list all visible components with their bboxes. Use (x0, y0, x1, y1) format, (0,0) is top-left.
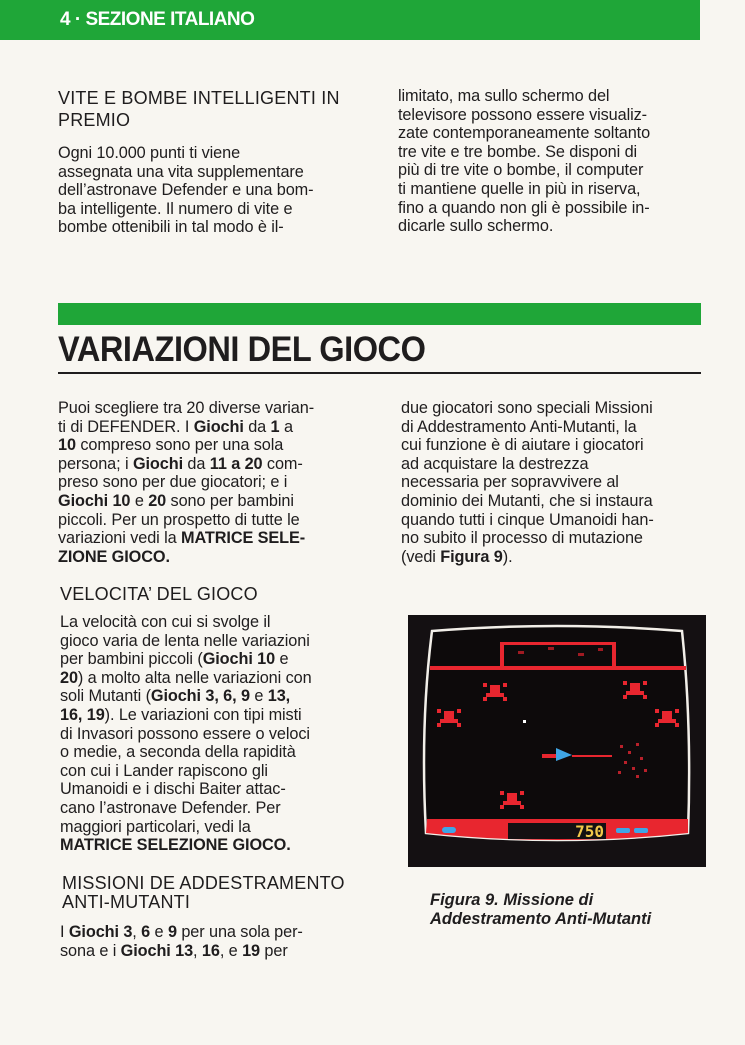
page-title: VARIAZIONI DEL GIOCO (58, 330, 426, 369)
crt-screen-outline (424, 626, 689, 840)
speed-text: La velocità con cui si svolge il gioco varia de lenta nelle variazioni per bambini piccoli (Giochi 10 e 20) a molto alta nelle variazioni con soli Mutanti (Giochi 3, 6, 9 e 13, 16, 19). Le variazioni con tipi misti di Invasori possono essere o veloci o medie, a seconda della rapidità con cui i Lander rapiscono gli Umanoidi e i dischi Baiter attac- cano l’astronave Defender. Per maggiori particolari, vedi la MATRICE SELEZIONE GIOCO. (60, 613, 312, 855)
humanoid-dot (523, 720, 526, 723)
training-heading: MISSIONI DE ADDESTRAMENTO ANTI-MUTANTI (62, 873, 345, 912)
bonus-text-left: Ogni 10.000 punti ti viene assegnata una vita supplementare dell’astronave Defender e una bom- ba intelligente. Il numero di vite e bombe ottenibili in tal modo è il- (58, 144, 314, 237)
intro-text-left: Puoi scegliere tra 20 diverse varian- ti di DEFENDER. I Giochi da 1 a 10 compreso sono per una sola persona; i Giochi da 11 a 20 com- preso sono per due giocatori; e i Giochi 10 e 20 sono per bambini piccoli. Per un prospetto di tutte le variazioni vedi la MATRICE SELE- ZIONE GIOCO. (58, 399, 315, 566)
training-text: I Giochi 3, 6 e 9 per una sola per- sona e i Giochi 13, 16, e 19 per (60, 923, 303, 960)
lives-icons (442, 827, 456, 833)
scanner-top-line (500, 642, 616, 645)
scanner-bottom-line (430, 666, 686, 670)
bonus-heading: VITE E BOMBE INTELLIGENTI IN PREMIO (58, 88, 340, 130)
speed-heading: VELOCITA’ DEL GIOCO (60, 584, 258, 604)
section-header-title: 4 · SEZIONE ITALIANO (60, 9, 255, 30)
score-value: 750 (575, 822, 604, 841)
game-screen-svg (408, 615, 706, 867)
title-green-rule (58, 303, 701, 325)
figure-9-game-screen (408, 615, 706, 867)
scanner-right-bracket (612, 642, 616, 668)
figure-caption: Figura 9. Missione di Addestramento Anti-Mutanti (430, 891, 652, 928)
scanner-left-bracket (500, 642, 504, 668)
title-underline (58, 372, 701, 374)
bonus-text-right: limitato, ma sullo schermo del televisore possono essere visualiz- zate contemporaneamente soltanto tre vite e tre bombe. Se disponi di più di tre vite o bombe, il computer ti mantiene quelle in più in riserva, fino a quando non gli è possibile in- dicarle sullo schermo. (398, 87, 651, 236)
intro-text-right: due giocatori sono speciali Missioni di Addestramento Anti-Mutanti, la cui funzione è di aiutare i giocatori ad acquistare la destrezza necessaria per sopravvivere al dominio dei Mutanti, che si instaura quando tutti i cinque Umanoidi han- no subito il processo di mutazione (vedi Figura 9). (401, 399, 654, 566)
